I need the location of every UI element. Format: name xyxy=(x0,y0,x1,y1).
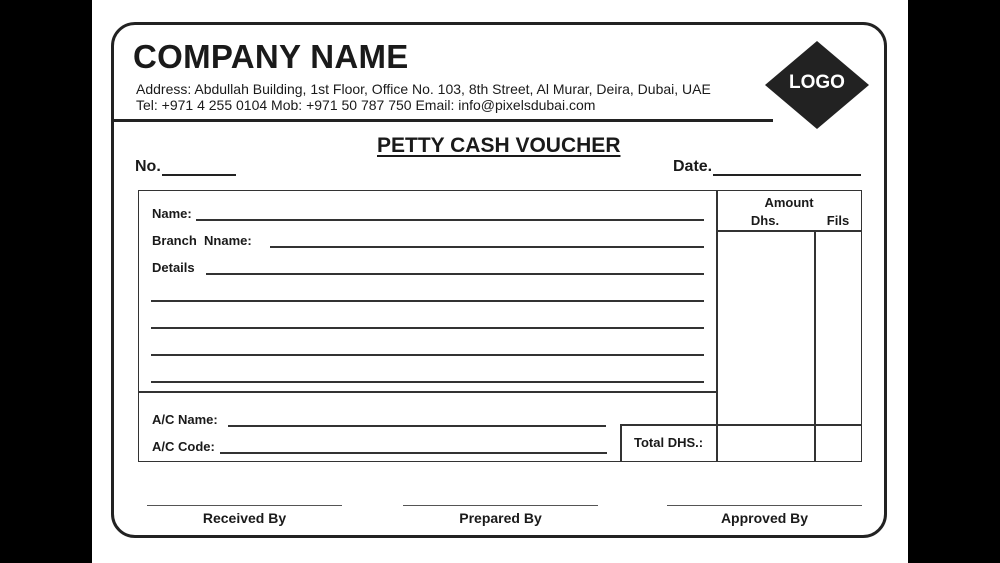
total-box-left xyxy=(620,424,622,462)
details-line-2[interactable] xyxy=(151,300,704,302)
details-line-1[interactable] xyxy=(206,273,704,275)
dhs-label: Dhs. xyxy=(750,213,780,228)
branch-field[interactable] xyxy=(270,246,704,248)
prepared-by-label: Prepared By xyxy=(459,510,542,526)
received-by-line[interactable] xyxy=(147,505,342,506)
details-line-4[interactable] xyxy=(151,354,704,356)
received-by-label: Received By xyxy=(202,510,287,526)
voucher-title: PETTY CASH VOUCHER xyxy=(377,134,621,157)
prepared-by-line[interactable] xyxy=(403,505,598,506)
ac-name-field[interactable] xyxy=(228,425,606,427)
approved-by-line[interactable] xyxy=(667,505,862,506)
branch-label: Branch Nname: xyxy=(152,233,252,248)
ac-code-field[interactable] xyxy=(220,452,607,454)
fils-label: Fils xyxy=(826,213,850,228)
approved-by-label: Approved By xyxy=(720,510,809,526)
ac-name-label: A/C Name: xyxy=(152,412,218,427)
details-line-3[interactable] xyxy=(151,327,704,329)
total-dhs-label: Total DHS.: xyxy=(634,435,704,450)
voucher-date-field[interactable] xyxy=(713,174,861,176)
total-dhs-cell[interactable] xyxy=(718,426,813,460)
voucher-date-label: Date. xyxy=(673,158,713,175)
voucher-no-field[interactable] xyxy=(162,174,236,176)
name-field[interactable] xyxy=(196,219,704,221)
name-label: Name: xyxy=(152,206,192,221)
logo-text: LOGO xyxy=(789,72,845,93)
company-name: COMPANY NAME xyxy=(133,38,409,75)
company-contact: Tel: +971 4 255 0104 Mob: +971 50 787 750 Email: info@pixelsdubai.com xyxy=(136,97,596,113)
details-label: Details xyxy=(152,260,195,275)
company-address: Address: Abdullah Building, 1st Floor, Office No. 103, 8th Street, Al Murar, Deira, Dubai, UAE xyxy=(136,81,711,97)
total-fils-cell[interactable] xyxy=(816,426,861,460)
amount-fils-cell[interactable] xyxy=(816,232,861,423)
header-divider xyxy=(113,119,773,122)
amount-heading: Amount xyxy=(764,195,814,210)
voucher-no-label: No. xyxy=(135,158,161,175)
amount-dhs-cell[interactable] xyxy=(718,232,813,423)
details-line-5[interactable] xyxy=(151,381,704,383)
ac-code-label: A/C Code: xyxy=(152,439,215,454)
ac-section-divider xyxy=(138,391,717,393)
